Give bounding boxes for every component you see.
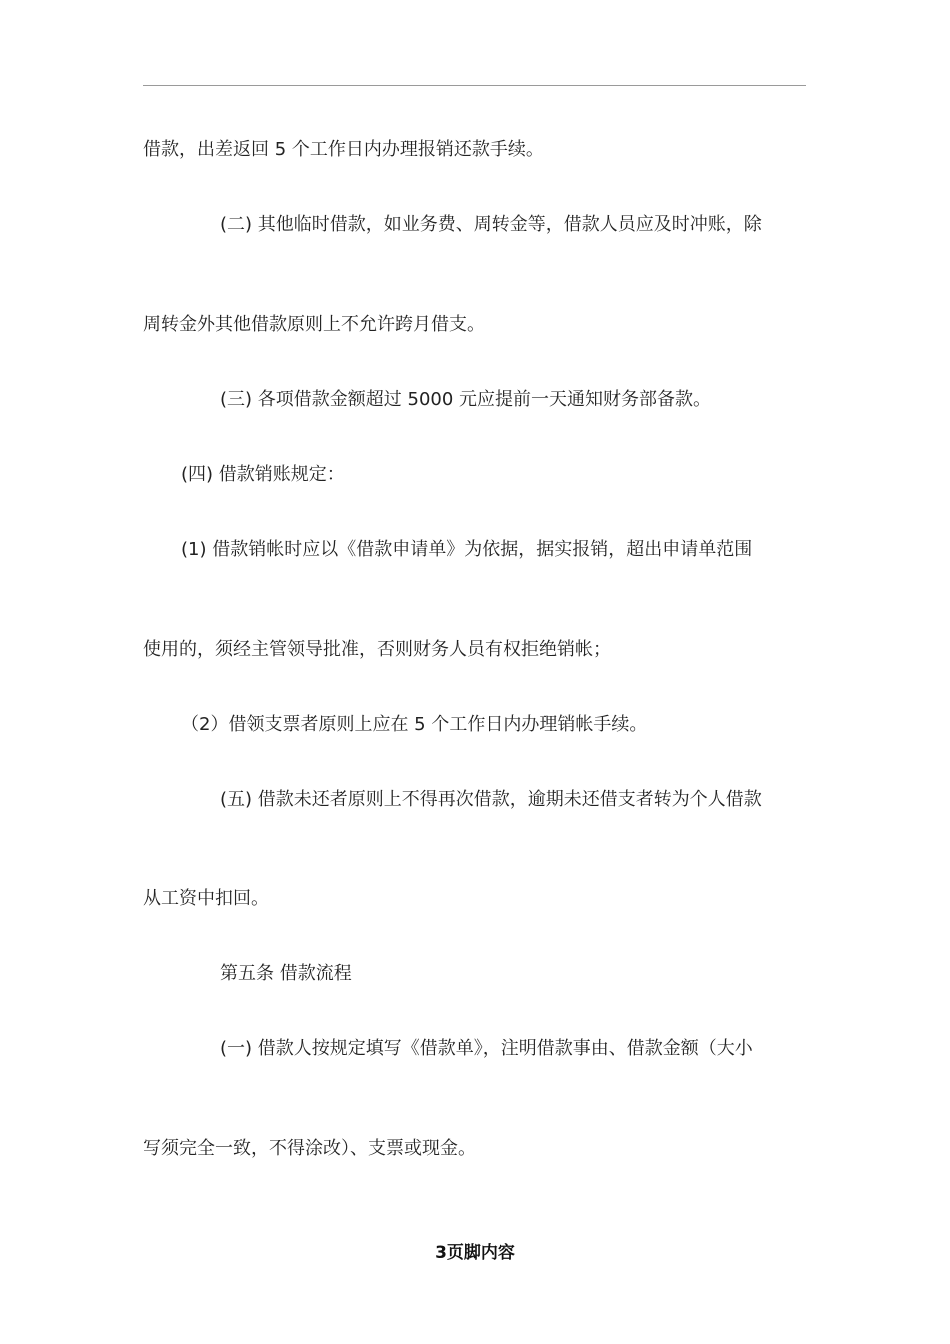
header-divider bbox=[143, 85, 806, 86]
paragraph-line-10: 从工资中扣回。 bbox=[143, 888, 269, 909]
paragraph-line-12: (一) 借款人按规定填写《借款单》，注明借款事由、借款金额（大小 bbox=[220, 1038, 753, 1059]
page-footer: 3页脚内容 bbox=[435, 1243, 515, 1263]
section-heading: 第五条 借款流程 bbox=[220, 963, 352, 984]
paragraph-line-4: (三) 各项借款金额超过 5000 元应提前一天通知财务部备款。 bbox=[220, 389, 712, 410]
paragraph-line-8: （2）借领支票者原则上应在 5 个工作日内办理销帐手续。 bbox=[181, 714, 648, 735]
paragraph-line-13: 写须完全一致，不得涂改）、支票或现金。 bbox=[143, 1138, 476, 1159]
paragraph-line-7: 使用的，须经主管领导批准，否则财务人员有权拒绝销帐； bbox=[143, 639, 611, 660]
paragraph-line-9: (五) 借款未还者原则上不得再次借款，逾期未还借支者转为个人借款 bbox=[220, 789, 762, 810]
paragraph-line-3: 周转金外其他借款原则上不允许跨月借支。 bbox=[143, 314, 485, 335]
paragraph-line-5: (四) 借款销账规定： bbox=[181, 464, 345, 485]
paragraph-line-6: (1) 借款销帐时应以《借款申请单》为依据，据实报销，超出申请单范围 bbox=[181, 539, 753, 560]
paragraph-line-2: (二) 其他临时借款，如业务费、周转金等，借款人员应及时冲账，除 bbox=[220, 214, 762, 235]
paragraph-line-1: 借款，出差返回 5 个工作日内办理报销还款手续。 bbox=[143, 139, 544, 160]
